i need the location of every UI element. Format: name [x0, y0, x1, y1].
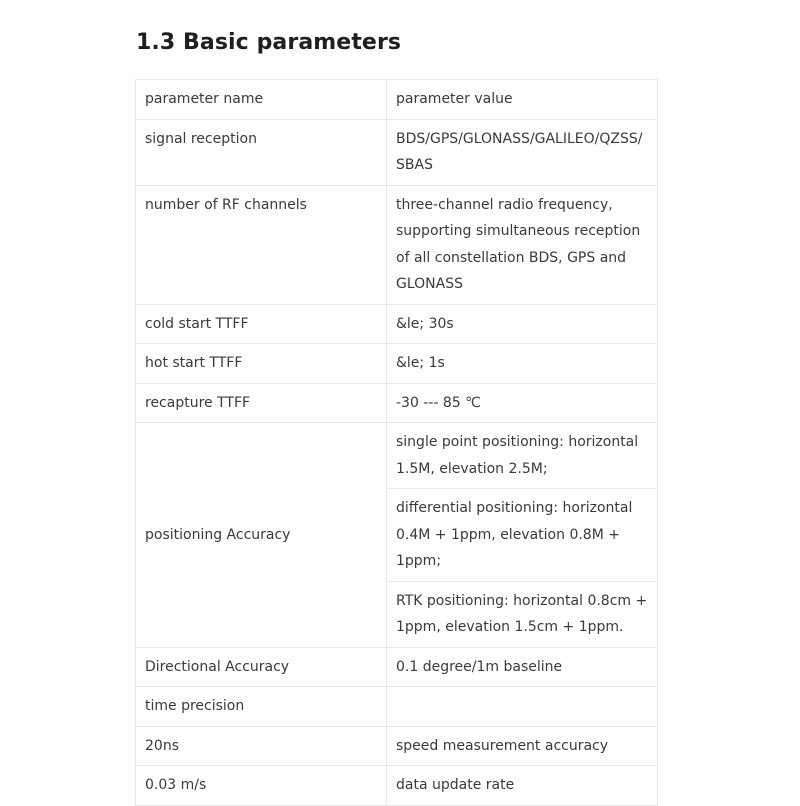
table-row: [136, 726, 658, 766]
row-value: &le; 1s: [387, 344, 658, 384]
row-value: RTK positioning: horizontal 0.8cm + 1ppm, elevation 1.5cm + 1ppm.: [387, 581, 658, 647]
table-header-row: [136, 80, 658, 120]
header-parameter-value: parameter value: [387, 80, 658, 120]
section-title: 1.3 Basic parameters: [136, 30, 402, 55]
table-row: [136, 423, 658, 489]
table-row: [136, 766, 658, 806]
row-name: cold start TTFF: [136, 304, 387, 344]
row-value: [387, 687, 658, 727]
row-value: speed measurement accuracy: [387, 726, 658, 766]
row-name: signal reception: [136, 119, 387, 185]
row-value: -30 --- 85 ℃: [387, 383, 658, 423]
header-parameter-name: parameter name: [136, 80, 387, 120]
row-name: 0.03 m/s: [136, 766, 387, 806]
row-name: time precision: [136, 687, 387, 727]
row-name: Directional Accuracy: [136, 647, 387, 687]
row-value: single point positioning: horizontal 1.5M, elevation 2.5M;: [387, 423, 658, 489]
row-value: BDS/GPS/GLONASS/GALILEO/QZSS/ SBAS: [387, 119, 658, 185]
row-value: three-channel radio frequency, supporting simultaneous reception of all constellation BDS, GPS and GLONASS: [387, 185, 658, 304]
table-row: [136, 687, 658, 727]
table-row: [136, 304, 658, 344]
row-name: positioning Accuracy: [136, 423, 387, 648]
table-row: [136, 344, 658, 384]
basic-parameters-table: [135, 79, 658, 806]
row-value: data update rate: [387, 766, 658, 806]
row-value: 0.1 degree/1m baseline: [387, 647, 658, 687]
row-value: differential positioning: horizontal 0.4M + 1ppm, elevation 0.8M + 1ppm;: [387, 489, 658, 582]
table-row: [136, 647, 658, 687]
row-value: &le; 30s: [387, 304, 658, 344]
row-name: recapture TTFF: [136, 383, 387, 423]
row-name: number of RF channels: [136, 185, 387, 304]
row-name: 20ns: [136, 726, 387, 766]
table-row: [136, 383, 658, 423]
row-name: hot start TTFF: [136, 344, 387, 384]
table-row: [136, 185, 658, 304]
table-row: [136, 119, 658, 185]
